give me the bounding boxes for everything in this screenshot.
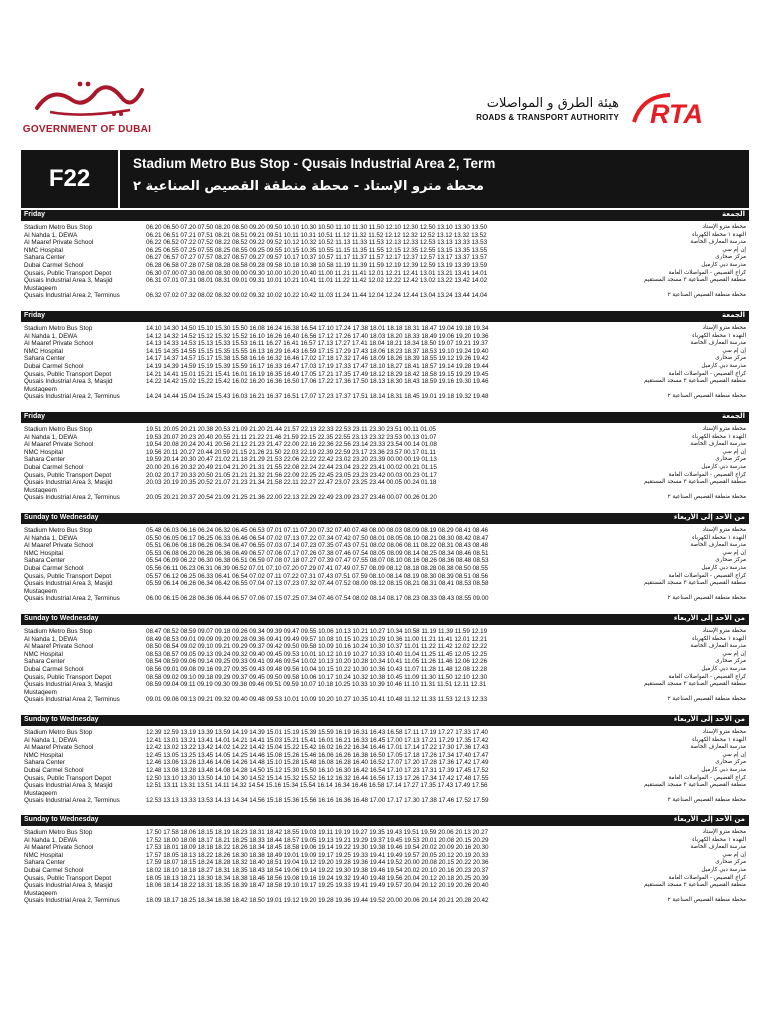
table-row (21, 535, 749, 543)
stop-times: 06.31 07.01 07.31 08.01 08.31 09.01 09.31 10.01 10.21 10.41 11.01 11.22 11.42 12.02 12.22 12.42 13.02 13.22 13.42 14.02 (146, 277, 488, 285)
stop-times: 12.39 12.59 13.19 13.39 13.59 14.19 14.39 15.01 15.19 15.39 15.59 16.19 16.31 16.43 16.58 17.11 17.19 17.27 17.33 17.40 (146, 729, 488, 736)
stop-name: Qusais, Public Transport Depot (24, 572, 112, 580)
svg-text:RTA: RTA (650, 99, 703, 126)
stop-times: 05.51 06.06 06.18 06.26 06.34 06.47 06.55 07.03 07.14 07.23 07.35 07.43 07.51 08.02 08.06 08.11 08.22 08.31 08.43 08.48 (146, 542, 488, 550)
table-row (21, 867, 749, 875)
stop-times: 14.19 14.39 14.59 15.19 15.39 15.59 16.17 16.33 16.47 17.03 17.19 17.33 17.47 18.10 18.27 18.41 18.57 19.14 19.28 19.44 (146, 362, 489, 370)
stop-name-arabic: النهدة ١ محطة الكهرباء (692, 635, 746, 642)
table-row (21, 897, 749, 912)
stop-times: 08.58 09.02 09.10 09.18 09.29 09.37 09.45 09.50 09.58 10.06 10.17 10.24 10.32 10.38 10.45 11.09 11.30 11.50 12.10 12.30 (146, 673, 488, 681)
stop-times: 09.01 09.06 09.13 09.21 09.32 09.40 09.48 09.53 10.01 10.09 10.20 10.27 10.35 10.41 10.48 11.12 11.33 11.53 12.13 12.33 (146, 696, 488, 704)
table-row (21, 859, 749, 867)
schedule-block (21, 513, 749, 610)
stop-name-arabic: مدرسة دبي كارميل (701, 362, 746, 369)
table-row (21, 759, 749, 767)
stop-times: 14.24 14.44 15.04 15.24 15.43 16.03 16.21 16.37 16.51 17.07 17.23 17.37 17.51 18.14 18.31 18.45 19.01 19.18 19.32 19.48 (146, 393, 489, 401)
stop-times: 19.54 20.08 20.24 20.41 20.56 21.12 21.23 21.47 22.00 22.16 22.36 22.56 23.14 23.33 23.54 00.14 01.08 (146, 441, 437, 449)
stop-times: 05.50 06.05 06.17 06.25 06.33 06.46 06.54 07.02 07.13 07.22 07.34 07.42 07.50 08.01 08.05 08.10 08.21 08.30 08.42 08.47 (146, 534, 489, 542)
stop-name: Dubai Carmel School (24, 261, 84, 269)
stop-times: 05.48 06.03 06.16 06.24 06.32 06.45 06.53 07.01 07.11 07.20 07.32 07.40 07.48 08.00 08.03 08.09 08.19 08.29 08.41 08.46 (146, 527, 488, 534)
stop-name-arabic: محطة مترو الإستاد (702, 829, 746, 835)
stop-name: Qusais Industrial Area 2, Terminus (24, 897, 120, 905)
stop-name: Stadium Metro Bus Stop (24, 224, 93, 231)
stop-times: 17.52 18.00 18.08 18.17 18.21 18.25 18.33 18.44 18.57 19.05 19.13 19.21 19.29 19.37 19.45 19.53 20.01 20.08 20.15 20.29 (146, 836, 489, 844)
stop-name: Qusais Industrial Area 2, Terminus (24, 393, 120, 401)
stop-name: Dubai Carmel School (24, 463, 84, 471)
stop-times: 08.49 08.53 09.01 09.09 09.20 09.28 09.36 09.41 09.49 09.57 10.08 10.15 10.23 10.29 10.36 11.00 11.21 11.41 12.01 12.21 (146, 635, 488, 643)
table-row (21, 479, 749, 494)
day-header (21, 311, 749, 322)
stop-name-arabic: مركز صحارى (715, 557, 746, 564)
stop-times: 14.13 14.33 14.53 15.13 15.33 15.53 16.11 16.27 16.41 16.57 17.13 17.27 17.41 18.04 18.21 18.34 18.50 19.07 19.21 19.37 (146, 340, 488, 348)
stop-times: 05.59 06.14 06.26 06.34 06.42 06.55 07.04 07.13 07.23 07.32 07.44 07.52 08.00 08.12 08.15 08.21 08.31 08.41 08.53 08.58 (146, 580, 489, 588)
table-row (21, 752, 749, 760)
table-row (21, 844, 749, 852)
stop-name: Stadium Metro Bus Stop (24, 829, 93, 836)
table-row (21, 565, 749, 573)
stop-name: Al Nahda 1, DEWA (24, 433, 78, 441)
stop-name-arabic: النهدة ١ محطة الكهرباء (692, 231, 746, 238)
table-row (21, 595, 749, 610)
table-row (21, 651, 749, 659)
day-header (21, 614, 749, 625)
stop-name: Stadium Metro Bus Stop (24, 325, 93, 332)
stop-times: 06.21 06.51 07.21 07.51 08.21 08.51 09.21 09.51 10.11 10.31 10.51 11.12 11.32 11.52 12.12 12.32 12.52 13.12 13.32 13.52 (146, 231, 487, 239)
stop-name: Qusais, Public Transport Depot (24, 874, 112, 882)
table-row (21, 636, 749, 644)
stop-name: Qusais, Public Transport Depot (24, 269, 112, 277)
stop-name-arabic: النهدة ١ محطة الكهرباء (692, 332, 746, 339)
table-row (21, 393, 749, 408)
stop-name: Qusais Industrial Area 2, Terminus (24, 292, 120, 300)
rta-name: ROADS & TRANSPORT AUTHORITY (476, 113, 619, 122)
day-label-arabic: من الأحد إلى الأربعاء (673, 815, 745, 823)
stop-name-arabic: مدرسة دبي كارميل (701, 866, 746, 873)
stop-name-arabic: مدرسة دبي كارميل (701, 766, 746, 773)
stop-name-arabic: مدرسة المعارف الخاصة (690, 643, 746, 650)
stop-name-arabic: النهدة ١ محطة الكهرباء (692, 736, 746, 743)
stop-times: 17.50 17.58 18.06 18.15 18.19 18.23 18.31 18.42 18.55 19.03 19.11 19.19 19.27 19.35 19.43 19.51 19.59 20.06 20.13 20.27 (146, 829, 488, 836)
stop-times: 06.28 06.58 07.28 07.58 08.28 08.58 09.28 09.58 10.18 10.38 10.58 11.19 11.39 11.59 12.19 12.39 12.59 13.19 13.39 13.59 (146, 261, 488, 269)
stop-name-arabic: مدرسة دبي كارميل (701, 564, 746, 571)
stop-times: 06.32 07.02 07.32 08.02 08.32 09.02 09.32 10.02 10.22 10.42 11.03 11.24 11.44 12.04 12.24 12.44 13.04 13.24 13.44 14.04 (146, 292, 488, 300)
stop-times: 08.54 08.59 09.06 09.14 09.25 09.33 09.41 09.46 09.54 10.02 10.13 10.20 10.28 10.34 10.41 11.05 11.26 11.46 12.06 12.26 (146, 658, 488, 666)
stop-name-arabic: محطة منطقة القصيص الصناعية ٢ (667, 897, 746, 904)
stop-name-arabic: النهدة ١ محطة الكهرباء (692, 836, 746, 843)
table-row (21, 464, 749, 472)
stop-name: NMC Hospital (24, 347, 63, 355)
table-row (21, 239, 749, 247)
schedule-block (21, 715, 749, 812)
stop-times: 18.09 18.17 18.25 18.34 18.38 18.42 18.50 19.01 19.12 19.20 19.28 19.36 19.44 19.52 20.00 20.06 20.14 20.21 20.28 20.42 (146, 897, 489, 905)
stop-name-arabic: منطقة القصيص الصناعية ٣ مسجد المستقيم (644, 479, 746, 486)
stop-name: Al Nahda 1, DEWA (24, 332, 78, 340)
stop-name-arabic: مدرسة المعارف الخاصة (690, 340, 746, 347)
stop-times: 14.12 14.32 14.52 15.12 15.32 15.52 16.10 16.26 16.40 16.56 17.12 17.26 17.40 18.03 18.20 18.33 18.49 19.06 19.20 19.36 (146, 332, 489, 340)
stop-name-arabic: كراج القصيص - المواصلات العامة (668, 370, 746, 377)
stop-name: Al Maaref Private School (24, 643, 94, 651)
table-row (21, 775, 749, 783)
table-row (21, 628, 749, 636)
gov-name: GOVERNMENT OF DUBAI (22, 124, 152, 135)
stop-name-arabic: محطة منطقة القصيص الصناعية ٢ (667, 292, 746, 299)
stop-name-arabic: مركز صحارى (715, 355, 746, 362)
stop-times: 12.51 13.11 13.31 13.51 14.11 14.32 14.54 15.16 15.34 15.54 16.14 16.34 16.46 16.58 17.14 17.27 17.35 17.43 17.49 17.56 (146, 782, 488, 790)
gov-emblem-icon (22, 78, 152, 118)
stop-name: Qusais Industrial Area 2, Terminus (24, 696, 120, 704)
stop-name: Qusais, Public Transport Depot (24, 774, 112, 782)
stop-name-arabic: محطة منطقة القصيص الصناعية ٢ (667, 393, 746, 400)
stop-name-arabic: مدرسة المعارف الخاصة (690, 844, 746, 851)
stop-name: Dubai Carmel School (24, 665, 84, 673)
stop-times: 05.57 06.12 06.25 06.33 06.41 06.54 07.02 07.11 07.22 07.31 07.43 07.51 07.59 08.10 08.14 08.19 08.30 08.39 08.51 08.56 (146, 572, 488, 580)
stop-times: 08.53 08.57 09.05 09.13 09.24 09.32 09.40 09.45 09.53 10.01 10.12 10.19 10.27 10.33 10.40 11.04 11.25 11.45 12.05 12.25 (146, 650, 488, 658)
stop-times: 19.56 20.11 20.27 20.44 20.59 21.15 21.26 21.50 22.03 22.19 22.39 22.59 23.17 23.36 23.57 00.17 01.11 (146, 448, 436, 456)
stop-times: 08.59 09.04 09.11 09.19 09.30 09.38 09.46 09.51 09.59 10.07 10.18 10.25 10.33 10.39 10.46 11.10 11.31 11.51 12.11 12.31 (146, 681, 487, 689)
table-row (21, 325, 749, 333)
stop-times: 14.22 14.42 15.02 15.22 15.42 16.02 16.20 16.36 16.50 17.06 17.22 17.36 17.50 18.13 18.30 18.43 18.59 19.16 19.30 19.46 (146, 378, 489, 386)
stop-times: 20.05 20.21 20.37 20.54 21.09 21.25 21.36 22.00 22.13 22.29 22.49 23.09 23.27 23.46 00.07 00.26 01.20 (146, 494, 437, 502)
stop-times: 06.22 06.52 07.22 07.52 08.22 08.52 09.22 09.52 10.12 10.32 10.52 11.13 11.33 11.53 12.13 12.33 12.53 13.13 13.33 13.53 (146, 239, 488, 247)
stop-name-arabic: مركز صحارى (715, 859, 746, 866)
stop-times: 18.06 18.14 18.22 18.31 18.35 18.39 18.47 18.58 19.10 19.17 19.25 19.33 19.41 19.49 19.57 20.04 20.12 20.19 20.26 20.40 (146, 882, 489, 890)
stop-name: Dubai Carmel School (24, 564, 84, 572)
stop-name-arabic: كراج القصيص - المواصلات العامة (668, 774, 746, 781)
stop-name-arabic: منطقة القصيص الصناعية ٣ مسجد المستقيم (644, 681, 746, 688)
schedule-block (21, 412, 749, 509)
table-row (21, 494, 749, 509)
day-label: Sunday to Wednesday (24, 716, 99, 723)
table-row (21, 378, 749, 393)
stop-name-arabic: النهدة ١ محطة الكهرباء (692, 433, 746, 440)
stop-times: 05.54 06.09 06.22 06.30 06.38 06.51 06.59 07.08 07.18 07.27 07.39 07.47 07.55 08.07 08.10 08.16 08.26 08.36 08.48 08.53 (146, 557, 489, 565)
table-row (21, 277, 749, 292)
stop-name: NMC Hospital (24, 448, 63, 456)
stop-times: 17.59 18.07 18.15 18.24 18.28 18.32 18.40 18.51 19.04 19.12 19.20 19.28 19.36 19.44 19.52 20.00 20.08 20.15 20.22 20.36 (146, 859, 489, 867)
stop-name: Qusais Industrial Area 3, Masjid Mustaqeem (24, 479, 113, 494)
stop-name-arabic: محطة منطقة القصيص الصناعية ٢ (667, 696, 746, 703)
stop-times: 05.53 06.08 06.20 06.28 06.36 06.49 06.57 07.06 07.17 07.26 07.38 07.46 07.54 08.05 08.09 08.14 08.25 08.34 08.46 08.51 (146, 549, 489, 557)
stop-times: 14.21 14.41 15.01 15.21 15.41 16.01 16.19 16.35 16.49 17.05 17.21 17.35 17.49 18.12 18.29 18.42 18.58 19.15 19.29 19.45 (146, 370, 489, 378)
stop-name: Qusais Industrial Area 3, Masjid Mustaqeem (24, 580, 113, 595)
stop-name-arabic: منطقة القصيص الصناعية ٣ مسجد المستقيم (644, 378, 746, 385)
table-row (21, 333, 749, 341)
stop-times: 17.53 18.01 18.09 18.18 18.22 18.26 18.34 18.45 18.58 19.06 19.14 19.22 19.30 19.38 19.46 19.54 20.02 20.09 20.16 20.30 (146, 844, 489, 852)
stop-times: 12.53 13.13 13.33 13.53 14.13 14.34 14.56 15.18 15.36 15.56 16.16 16.36 16.48 17.00 17.17 17.30 17.38 17.46 17.52 17.59 (146, 797, 489, 805)
table-row (21, 449, 749, 457)
stop-name: Al Maaref Private School (24, 340, 94, 348)
stop-name: Sahara Center (24, 355, 65, 363)
stop-name-arabic: إن إم سي (722, 549, 746, 556)
day-header (21, 412, 749, 423)
day-header (21, 513, 749, 524)
stop-name: Qusais Industrial Area 2, Terminus (24, 797, 120, 805)
table-row (21, 674, 749, 682)
stop-name-arabic: إن إم سي (722, 650, 746, 657)
stop-name: Al Nahda 1, DEWA (24, 736, 78, 744)
stop-times: 06.25 06.55 07.25 07.55 08.25 08.55 09.25 09.55 10.15 10.35 10.55 11.15 11.35 11.55 12.15 12.35 12.55 13.15 13.35 13.55 (146, 246, 488, 254)
schedule-block (21, 210, 749, 307)
stop-name: Al Maaref Private School (24, 542, 94, 550)
table-row (21, 348, 749, 356)
day-label-arabic: الجمعة (722, 210, 745, 218)
stop-name: Qusais Industrial Area 3, Masjid Mustaqeem (24, 378, 113, 393)
table-row (21, 852, 749, 860)
stop-name-arabic: مدرسة المعارف الخاصة (690, 744, 746, 751)
stop-name-arabic: منطقة القصيص الصناعية ٣ مسجد المستقيم (644, 782, 746, 789)
schedule-block (21, 614, 749, 711)
stop-name-arabic: منطقة القصيص الصناعية ٣ مسجد المستقيم (644, 580, 746, 587)
stop-name: NMC Hospital (24, 751, 63, 759)
stop-name: Al Nahda 1, DEWA (24, 635, 78, 643)
table-row (21, 262, 749, 270)
table-row (21, 232, 749, 240)
table-row (21, 744, 749, 752)
stop-name-arabic: إن إم سي (722, 751, 746, 758)
table-row (21, 580, 749, 595)
stop-name: NMC Hospital (24, 549, 63, 557)
day-header (21, 815, 749, 826)
stop-name: Qusais Industrial Area 3, Masjid Mustaqeem (24, 277, 113, 292)
stop-name-arabic: مركز صحارى (715, 456, 746, 463)
stop-name-arabic: محطة مترو الإستاد (702, 628, 746, 634)
stop-name-arabic: محطة مترو الإستاد (702, 224, 746, 230)
stop-name-arabic: كراج القصيص - المواصلات العامة (668, 269, 746, 276)
stop-name-arabic: مركز صحارى (715, 759, 746, 766)
stop-times: 12.41 13.01 13.21 13.41 14.01 14.21 14.41 15.03 15.21 15.41 16.01 16.21 16.33 16.45 17.00 17.13 17.21 17.29 17.35 17.42 (146, 736, 489, 744)
stop-name: Dubai Carmel School (24, 362, 84, 370)
day-header (21, 210, 749, 221)
stop-times: 12.48 13.08 13.28 13.48 14.08 14.28 14.50 15.12 15.30 15.50 16.10 16.30 16.42 16.54 17.10 17.23 17.31 17.39 17.45 17.52 (146, 766, 489, 774)
table-row (21, 550, 749, 558)
stop-times: 14.17 14.37 14.57 15.17 15.38 15.58 16.16 16.32 16.46 17.02 17.18 17.32 17.46 18.09 18.26 18.39 18.55 19.12 19.26 19.42 (146, 355, 489, 363)
stop-name-arabic: محطة مترو الإستاد (702, 325, 746, 331)
stop-name-arabic: محطة مترو الإستاد (702, 729, 746, 735)
day-label: Sunday to Wednesday (24, 514, 99, 521)
stop-times: 06.27 06.57 07.27 07.57 08.27 08.57 09.27 09.57 10.17 10.37 10.57 11.17 11.37 11.57 12.17 12.37 12.57 13.17 13.37 13.57 (146, 254, 488, 262)
stop-times: 06.20 06.50 07.20 07.50 08.20 08.50 09.20 09.50 10.10 10.30 10.50 11.10 11.30 11.50 12.10 12.30 12.50 13.10 13.30 13.50 (146, 224, 488, 231)
stop-name-arabic: إن إم سي (722, 851, 746, 858)
stop-name-arabic: كراج القصيص - المواصلات العامة (668, 874, 746, 881)
stop-name-arabic: منطقة القصيص الصناعية ٣ مسجد المستقيم (644, 882, 746, 889)
stop-name: NMC Hospital (24, 246, 63, 254)
table-row (21, 681, 749, 696)
stop-name: Al Nahda 1, DEWA (24, 534, 78, 542)
table-row (21, 527, 749, 535)
stop-times: 12.45 13.05 13.25 13.45 14.05 14.25 14.46 15.08 15.26 15.46 16.06 16.26 16.38 16.50 17.05 17.18 17.26 17.34 17.40 17.47 (146, 751, 489, 759)
stop-times: 17.57 18.05 18.13 18.22 18.26 18.30 18.38 18.49 19.01 19.09 19.17 19.25 19.33 19.41 19.49 19.57 20.05 20.12 20.19 20.33 (146, 851, 489, 859)
stop-name: Stadium Metro Bus Stop (24, 527, 93, 534)
government-of-dubai-logo (22, 78, 152, 135)
stop-name-arabic: مدرسة دبي كارميل (701, 463, 746, 470)
header (0, 0, 768, 150)
rta-arabic-name: هيئة الطرق و المواصلات (486, 96, 619, 111)
table-row (21, 573, 749, 581)
table-row (21, 837, 749, 845)
day-label: Sunday to Wednesday (24, 615, 99, 622)
table-row (21, 363, 749, 371)
stop-name-arabic: منطقة القصيص الصناعية ٣ مسجد المستقيم (644, 277, 746, 284)
day-label-arabic: من الأحد إلى الأربعاء (673, 715, 745, 723)
stop-name-arabic: كراج القصيص - المواصلات العامة (668, 572, 746, 579)
schedule-block (21, 311, 749, 408)
table-row (21, 371, 749, 379)
stop-name: Sahara Center (24, 557, 65, 565)
table-row (21, 270, 749, 278)
stop-name: Qusais Industrial Area 3, Masjid Mustaqeem (24, 882, 113, 897)
stop-name: Dubai Carmel School (24, 866, 84, 874)
stop-times: 08.56 09.01 09.08 09.16 09.27 09.35 09.43 09.48 09.56 10.04 10.15 10.22 10.30 10.36 10.43 11.07 11.28 11.48 12.08 12.28 (146, 665, 488, 673)
stop-name-arabic: محطة مترو الإستاد (702, 426, 746, 432)
table-row (21, 666, 749, 674)
stop-name: NMC Hospital (24, 650, 63, 658)
table-row (21, 254, 749, 262)
table-row (21, 441, 749, 449)
stop-name-arabic: مدرسة دبي كارميل (701, 665, 746, 672)
route-banner (21, 150, 749, 208)
stop-name: Al Maaref Private School (24, 744, 94, 752)
stop-name-arabic: مدرسة المعارف الخاصة (690, 542, 746, 549)
stop-name: Qusais, Public Transport Depot (24, 471, 112, 479)
stop-name: Dubai Carmel School (24, 766, 84, 774)
stop-name-arabic: محطة منطقة القصيص الصناعية ٢ (667, 595, 746, 602)
stop-times: 20.02 20.17 20.33 20.50 21.05 21.21 21.32 21.56 22.09 22.25 22.45 23.05 23.23 23.42 00.03 00.23 01.17 (146, 471, 437, 479)
stop-name: Qusais Industrial Area 2, Terminus (24, 595, 120, 603)
table-row (21, 472, 749, 480)
stop-times: 20.03 20.19 20.35 20.52 21.07 21.23 21.34 21.58 22.11 22.27 22.47 23.07 23.25 23.44 00.05 00.24 01.18 (146, 479, 437, 487)
table-row (21, 355, 749, 363)
route-title-arabic: محطة مترو الإستاد - محطة منطقة القصيص الصناعية ٢ (133, 179, 484, 194)
stop-times: 12.46 13.06 13.26 13.46 14.06 14.26 14.48 15.10 15.28 15.48 16.08 16.28 16.40 16.52 17.07 17.20 17.28 17.36 17.42 17.49 (146, 759, 489, 767)
table-row (21, 729, 749, 737)
table-row (21, 875, 749, 883)
stop-name-arabic: مركز صحارى (715, 658, 746, 665)
stop-name-arabic: مدرسة المعارف الخاصة (690, 441, 746, 448)
stop-name: Sahara Center (24, 859, 65, 867)
stop-name: NMC Hospital (24, 851, 63, 859)
route-title: Stadium Metro Bus Stop - Qusais Industrial Area 2, Term (133, 156, 496, 171)
day-label: Sunday to Wednesday (24, 816, 99, 823)
stop-name-arabic: كراج القصيص - المواصلات العامة (668, 673, 746, 680)
stop-name-arabic: إن إم سي (722, 448, 746, 455)
table-row (21, 658, 749, 666)
stop-name: Qusais Industrial Area 2, Terminus (24, 494, 120, 502)
stop-name: Sahara Center (24, 759, 65, 767)
stop-name-arabic: كراج القصيص - المواصلات العامة (668, 471, 746, 478)
stop-times: 06.30 07.00 07.30 08.00 08.30 09.00 09.30 10.00 10.20 10.40 11.00 11.21 11.41 12.01 12.21 12.41 13.01 13.21 13.41 14.01 (146, 269, 488, 277)
day-label-arabic: من الأحد إلى الأربعاء (673, 513, 745, 521)
stop-name-arabic: إن إم سي (722, 246, 746, 253)
stop-name-arabic: مركز صحارى (715, 254, 746, 261)
stop-name: Qusais Industrial Area 3, Masjid Mustaqeem (24, 782, 113, 797)
stop-name: Sahara Center (24, 456, 65, 464)
rta-logo-icon (630, 92, 742, 126)
stop-times: 19.51 20.05 20.21 20.38 20.53 21.09 21.20 21.44 21.57 22.13 22.33 22.53 23.11 23.30 23.51 00.11 01.05 (146, 426, 436, 433)
stop-name: Al Maaref Private School (24, 441, 94, 449)
stop-name-arabic: مدرسة المعارف الخاصة (690, 239, 746, 246)
stop-times: 19.59 20.14 20.30 20.47 21.02 21.18 21.29 21.53 22.06 22.22 22.42 23.02 23.20 23.39 00.00 00.19 01.13 (146, 456, 437, 464)
stop-times: 12.42 13.02 13.22 13.42 14.02 14.22 14.42 15.04 15.22 15.42 16.02 16.22 16.34 16.46 17.01 17.14 17.22 17.30 17.36 17.43 (146, 744, 489, 752)
stop-name: Al Nahda 1, DEWA (24, 836, 78, 844)
table-row (21, 696, 749, 711)
table-row (21, 224, 749, 232)
schedule-block (21, 815, 749, 912)
stop-times: 20.00 20.16 20.32 20.49 21.04 21.20 21.31 21.55 22.08 22.24 22.44 23.04 23.22 23.41 00.02 00.21 01.15 (146, 463, 437, 471)
route-code: F22 (21, 150, 120, 208)
table-row (21, 782, 749, 797)
table-row (21, 542, 749, 550)
stop-name: Qusais Industrial Area 3, Masjid Mustaqeem (24, 681, 113, 696)
stop-name-arabic: النهدة ١ محطة الكهرباء (692, 534, 746, 541)
stop-name: Stadium Metro Bus Stop (24, 628, 93, 635)
table-row (21, 557, 749, 565)
day-label: Friday (24, 211, 46, 218)
stop-times: 18.05 18.13 18.21 18.30 18.34 18.38 18.46 18.56 19.08 19.16 19.24 19.32 19.40 19.48 19.56 20.04 20.12 20.18 20.25 20.39 (146, 874, 489, 882)
stop-name: Qusais, Public Transport Depot (24, 370, 112, 378)
stop-name: Sahara Center (24, 658, 65, 666)
stop-times: 19.53 20.07 20.23 20.40 20.55 21.11 21.22 21.46 21.59 22.15 22.35 22.55 23.13 23.32 23.53 00.13 01.07 (146, 433, 437, 441)
stop-name: Sahara Center (24, 254, 65, 262)
stop-name-arabic: محطة منطقة القصيص الصناعية ٢ (667, 494, 746, 501)
day-label: Friday (24, 413, 46, 420)
table-row (21, 456, 749, 464)
stop-times: 08.50 08.54 09.02 09.10 09.21 09.29 09.37 09.42 09.50 09.58 10.09 10.16 10.24 10.30 10.37 11.01 11.22 11.42 12.02 12.22 (146, 643, 488, 651)
stop-times: 05.56 06.11 06.23 06.31 06.39 06.52 07.01 07.10 07.20 07.29 07.41 07.49 07.57 08.09 08.12 08.18 08.28 08.38 08.50 08.55 (146, 564, 488, 572)
table-row (21, 882, 749, 897)
day-header (21, 715, 749, 726)
stop-times: 08.47 08.52 08.59 09.07 09.18 09.26 09.34 09.39 09.47 09.55 10.06 10.13 10.21 10.27 10.34 10.58 11.19 11.39 11.59 12.19 (146, 628, 488, 635)
stop-times: 06.00 06.15 06.28 06.36 06.44 06.57 07.06 07.15 07.25 07.34 07.46 07.54 08.02 08.14 08.17 08.23 08.33 08.43 08.55 09.00 (146, 595, 489, 603)
stop-times: 14.15 14.35 14.55 15.15 15.35 15.55 16.13 16.29 16.43 16.59 17.15 17.29 17.43 18.06 18.23 18.37 18.53 19.10 19.24 19.40 (146, 347, 489, 355)
stop-name-arabic: إن إم سي (722, 347, 746, 354)
table-row (21, 643, 749, 651)
table-row (21, 292, 749, 307)
day-label-arabic: من الأحد إلى الأربعاء (673, 614, 745, 622)
stop-times: 18.02 18.10 18.18 18.27 18.31 18.35 18.43 18.54 19.06 19.14 19.22 19.30 19.38 19.46 19.54 20.02 20.10 20.16 20.23 20.37 (146, 866, 489, 874)
table-row (21, 426, 749, 434)
table-row (21, 247, 749, 255)
stop-name-arabic: محطة مترو الإستاد (702, 527, 746, 533)
stop-times: 12.50 13.10 13.30 13.50 14.10 14.30 14.52 15.14 15.32 15.52 16.12 16.32 16.44 16.56 17.13 17.26 17.34 17.42 17.48 17.55 (146, 774, 489, 782)
day-label-arabic: الجمعة (722, 311, 745, 319)
stop-times: 14.10 14.30 14.50 15.10 15.30 15.50 16.08 16.24 16.38 16.54 17.10 17.24 17.38 18.01 18.18 18.31 18.47 19.04 19.18 19.34 (146, 325, 489, 332)
day-label-arabic: الجمعة (722, 412, 745, 420)
stop-name: Al Maaref Private School (24, 844, 94, 852)
stop-name: Qusais, Public Transport Depot (24, 673, 112, 681)
stop-name-arabic: مدرسة دبي كارميل (701, 261, 746, 268)
table-row (21, 340, 749, 348)
stop-name-arabic: محطة منطقة القصيص الصناعية ٢ (667, 797, 746, 804)
table-row (21, 737, 749, 745)
table-row (21, 767, 749, 775)
stop-name: Stadium Metro Bus Stop (24, 729, 93, 736)
table-row (21, 434, 749, 442)
stop-name: Al Maaref Private School (24, 239, 94, 247)
table-row (21, 829, 749, 837)
stop-name: Al Nahda 1, DEWA (24, 231, 78, 239)
day-label: Friday (24, 312, 46, 319)
stop-name: Stadium Metro Bus Stop (24, 426, 93, 433)
table-row (21, 797, 749, 812)
